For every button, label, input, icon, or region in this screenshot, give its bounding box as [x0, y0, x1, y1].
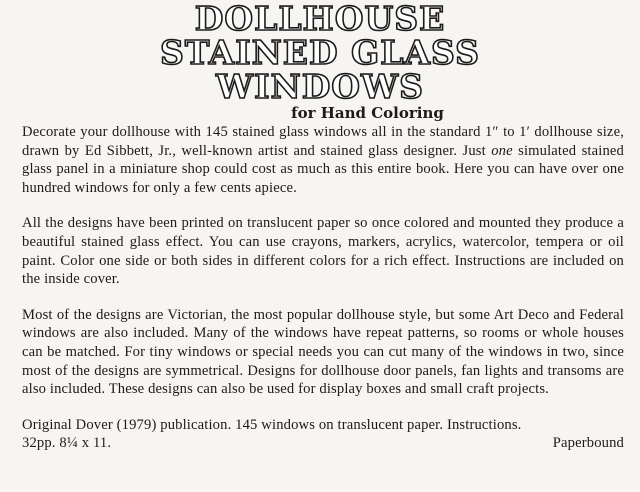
title-block	[0, 0, 640, 122]
paragraph-intro-end: simulated stained glass panel in a miniature shop could cost as much as this entire book. Here you can have over one hundred windows for only a few cents apiece.	[22, 142, 624, 196]
publication-details-row	[22, 434, 624, 453]
binding-type: Paperbound	[552, 435, 624, 452]
title-line-dollhouse: DOLLHOUSE	[194, 0, 446, 38]
title-line-windows: WINDOWS	[216, 67, 424, 106]
title-line-stained-glass: STAINED GLASS	[160, 33, 480, 72]
page-count: 32pp. 8¼ x 11.	[22, 435, 112, 452]
publication-line: Original Dover (1979) publication. 145 windows on translucent paper. Instructions.	[22, 416, 522, 433]
subtitle: for Hand Coloring	[291, 104, 444, 122]
paragraph-intro	[22, 123, 624, 197]
publication-info	[22, 416, 624, 453]
paragraph-intro-start: Decorate your dollhouse with 145 stained glass windows all in the standard 1″ to 1′ dollhouse size, drawn by Ed Sibbett, Jr., well-known artist and stained glass designer. Just	[22, 124, 624, 159]
description-body	[22, 123, 624, 453]
paragraph-intro-emphasis: one	[491, 142, 513, 159]
paragraph-translucent-paper: All the designs have been printed on translucent paper so once colored and mounted they produce a beautiful stained glass effect. You can use crayons, markers, acrylics, watercolor, tempera or oil paint. Color one side or both sides in different colors for a rich effect. Instructions are included on the inside cover.	[22, 215, 624, 288]
paragraph-victorian-designs: Most of the designs are Victorian, the most popular dollhouse style, but some Art Deco and Federal windows are also included. Many of the windows have repeat patterns, so rooms or whole houses can be matched. For tiny windows or special needs you can cut many of the windows in two, since most of the designs are symmetrical. Designs for dollhouse door panels, fan lights and transoms are also included. These designs can also be used for display boxes and small craft projects.	[22, 306, 624, 398]
